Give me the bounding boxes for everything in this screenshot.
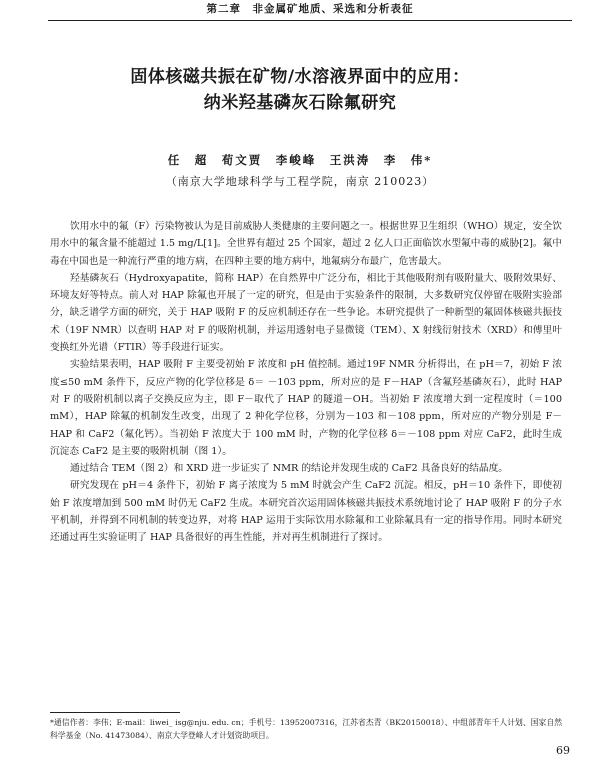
page-number: 69 [556, 744, 570, 757]
paragraph-2: 羟基磷灰石（Hydroxyapatite，简称 HAP）在自然界中广泛分布，相比于其他吸附剂有吸附量大、吸附效果好、环境友好等特点。前人对 HAP 除氟也开展了一定的研究，但是由于实验条件的限制，大多数研究仅停留在吸附实验部分，缺乏谱学方面的研究，关于 HAP 吸附 F 的反应机制还存在一些争论。本研究提供了一种新型的氟固体核磁共振技术（19F NMR）以查明 HAP 对 F 的吸附机制，并运用透射电子显微镜（TEM）、X 射线衍射技术（XRD）和傅里叶变换红外光谱（FTIR）等手段进行证实。 [50, 272, 562, 354]
running-header: 第二章 非金属矿地质、采选和分析表征 [48, 0, 572, 21]
body-text [50, 218, 562, 547]
paragraph-5: 研究发现在 pH＝4 条件下，初始 F 离子浓度为 5 mM 时就会产生 CaF2 沉淀。相反，pH＝10 条件下，即使初始 F 浓度增加到 500 mM 时仍无 CaF2 生成。本研究首次运用固体核磁共振技术系统地讨论了 HAP 吸附 F 的分子水平机制，并得到不同机制的转变边界，对将 HAP 运用于实际饮用水除氟和工业除氟具有一定的指导作用。同时本研究还通过再生实验证明了 HAP 具备很好的再生性能，并对再生机制进行了探讨。 [50, 480, 562, 544]
paragraph-4: 通过结合 TEM（图 2）和 XRD 进一步证实了 NMR 的结论并发现生成的 CaF2 具备良好的结晶度。 [70, 463, 508, 475]
affiliation: （南京大学地球科学与工程学院，南京 210023） [165, 175, 435, 188]
paragraph-1: 饮用水中的氟（F）污染物被认为是目前威胁人类健康的主要问题之一。根据世界卫生组织（WHO）规定，安全饮用水中的氟含量不能超过 1.5 mg/L[1]。全世界有超过 25 个国家，超过 2 亿人口正面临饮水型氟中毒的威胁[2]。氟中毒在中国也是一种流行严重的地方病，在四种主要的地方病中，地氟病分布最广，危害最大。 [50, 221, 562, 267]
footnote: *通信作者：李伟；E-mail：liwei_ isg@nju. edu. cn；手机号：13952007316，江苏省杰青（BK20150018）、中组部青年千人计划、国家自然科学基金（No. 41473084）、南京大学登峰人才计划资助项目。 [50, 718, 562, 740]
title-line-2: 纳米羟基磷灰石除氟研究 [203, 93, 397, 113]
footnote-divider [50, 712, 180, 713]
paragraph-3: 实验结果表明，HAP 吸附 F 主要受初始 F 浓度和 pH 值控制。通过19F NMR 分析得出，在 pH＝7，初始 F 浓度≤50 mM 条件下，反应产物的化学位移是 δ＝ －103 ppm，所对应的是 F－HAP（含氟羟基磷灰石），此时 HAP 对 F 的吸附机制以离子交换反应为主，即 F－取代了 HAP 的隧道－OH。当初始 F 浓度增大到一定程度时（＝100 mM），HAP 除氟的机制发生改变，出现了 2 种化学位移，分别为－103 和－108 ppm，所对应的产物分别是 F－HAP 和 CaF2（氟化钙）。当初始 F 浓度大于 100 mM 时，产物的化学位移 δ＝－108 ppm 对应 CaF2，此时生成沉淀态 CaF2 是主要的吸附机制（图 1）。 [50, 359, 562, 457]
title-line-1: 固体核磁共振在矿物/水溶液界面中的应用： [130, 67, 470, 87]
paper-title [0, 64, 600, 116]
author-list: 任 超 荀文贾 李峻峰 王洪涛 李 伟* [167, 153, 433, 167]
